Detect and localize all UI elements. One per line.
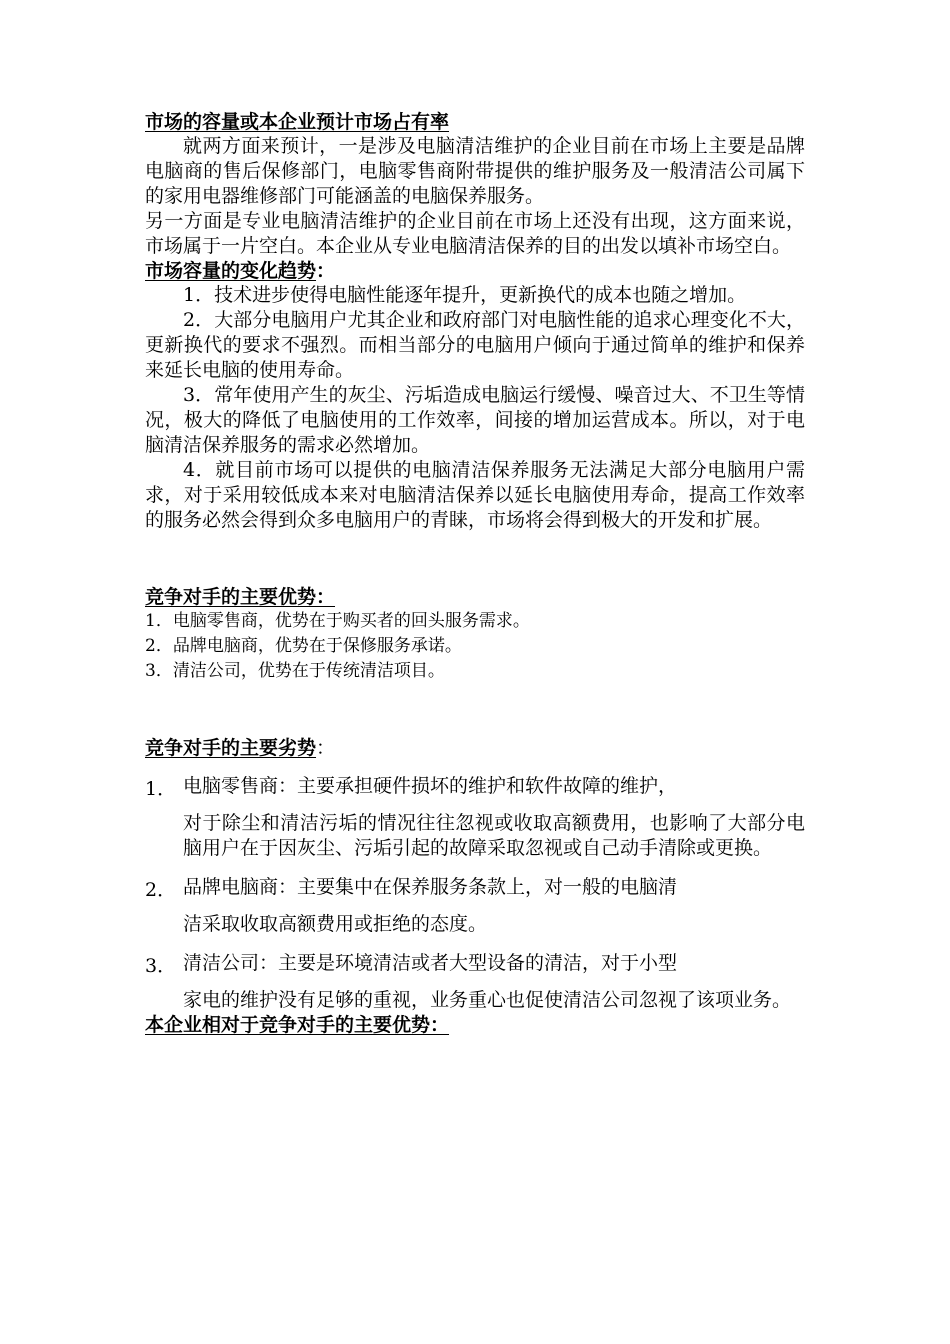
list-item-body: 洁采取收取高额费用或拒绝的态度。 — [183, 913, 488, 935]
list-item-body: 对于除尘和清洁污垢的情况往往忽视或收取高额费用，也影响了大部分电脑用户在于因灰尘、污垢引起的故障采取忽视或自己动手清除或更换。 — [183, 812, 805, 859]
spacer — [145, 533, 805, 585]
competitor-strengths-list — [145, 609, 805, 684]
competitor-weaknesses-list — [145, 768, 805, 1013]
list-item-body: 家电的维护没有足够的重视，业务重心也促使清洁公司忽视了该项业务。 — [183, 989, 792, 1011]
list-item: 2．品牌电脑商，优势在于保修服务承诺。 — [145, 636, 462, 656]
section-title-market-capacity: 市场的容量或本企业预计市场占有率 — [145, 111, 450, 133]
section-title-our-advantages: 本企业相对于竞争对手的主要优势： — [145, 1014, 450, 1036]
section-title-capacity-trend: 市场容量的变化趋势： — [145, 260, 336, 282]
list-item — [145, 945, 805, 1013]
trend-item: 2．大部分电脑用户尤其企业和政府部门对电脑性能的追求心理变化不大，更新换代的要求不强烈。而相当部分的电脑用户倾向于通过简单的维护和保养来延长电脑的使用寿命。 — [145, 309, 805, 381]
spacer — [145, 684, 805, 736]
list-item-lead: 品牌电脑商：主要集中在保养服务条款上，对一般的电脑清 — [183, 876, 678, 898]
document-page — [145, 110, 805, 1037]
list-item-lead: 清洁公司：主要是环境清洁或者大型设备的清洁，对于小型 — [183, 952, 678, 974]
section-title-competitor-strengths: 竞争对手的主要优势： — [145, 586, 336, 608]
trend-item: 3．常年使用产生的灰尘、污垢造成电脑运行缓慢、噪音过大、不卫生等情况，极大的降低了电脑使用的工作效率，间接的增加运营成本。所以，对于电脑清洁保养服务的需求必然增加。 — [145, 384, 805, 456]
list-item-lead: 电脑零售商：主要承担硬件损坏的维护和软件故障的维护， — [183, 775, 678, 797]
section-title-competitor-weaknesses: 竞争对手的主要劣势： — [145, 737, 336, 759]
trend-item: 1．技术进步使得电脑性能逐年提升，更新换代的成本也随之增加。 — [183, 284, 747, 306]
list-number: 2． — [145, 879, 177, 901]
list-item — [145, 768, 805, 861]
list-item: 1．电脑零售商，优势在于购买者的回头服务需求。 — [145, 611, 530, 631]
list-item: 3．清洁公司，优势在于传统清洁项目。 — [145, 661, 445, 681]
list-item — [145, 869, 805, 937]
list-number: 1． — [145, 778, 177, 800]
trend-item: 4．就目前市场可以提供的电脑清洁保养服务无法满足大部分电脑用户需求，对于采用较低成本来对电脑清洁保养以延长电脑使用寿命，提高工作效率的服务必然会得到众多电脑用户的青睐，市场将会得到极大的开发和扩展。 — [145, 459, 805, 531]
paragraph-market-blank: 另一方面是专业电脑清洁维护的企业目前在市场上还没有出现，这方面来说，市场属于一片空白。本企业从专业电脑清洁保养的目的出发以填补市场空白。 — [145, 210, 805, 257]
list-number: 3． — [145, 955, 177, 977]
paragraph-market-estimate: 就两方面来预计，一是涉及电脑清洁维护的企业目前在市场上主要是品牌电脑商的售后保修部门，电脑零售商附带提供的维护服务及一般清洁公司属下的家用电器维修部门可能涵盖的电脑保养服务。 — [145, 135, 805, 207]
